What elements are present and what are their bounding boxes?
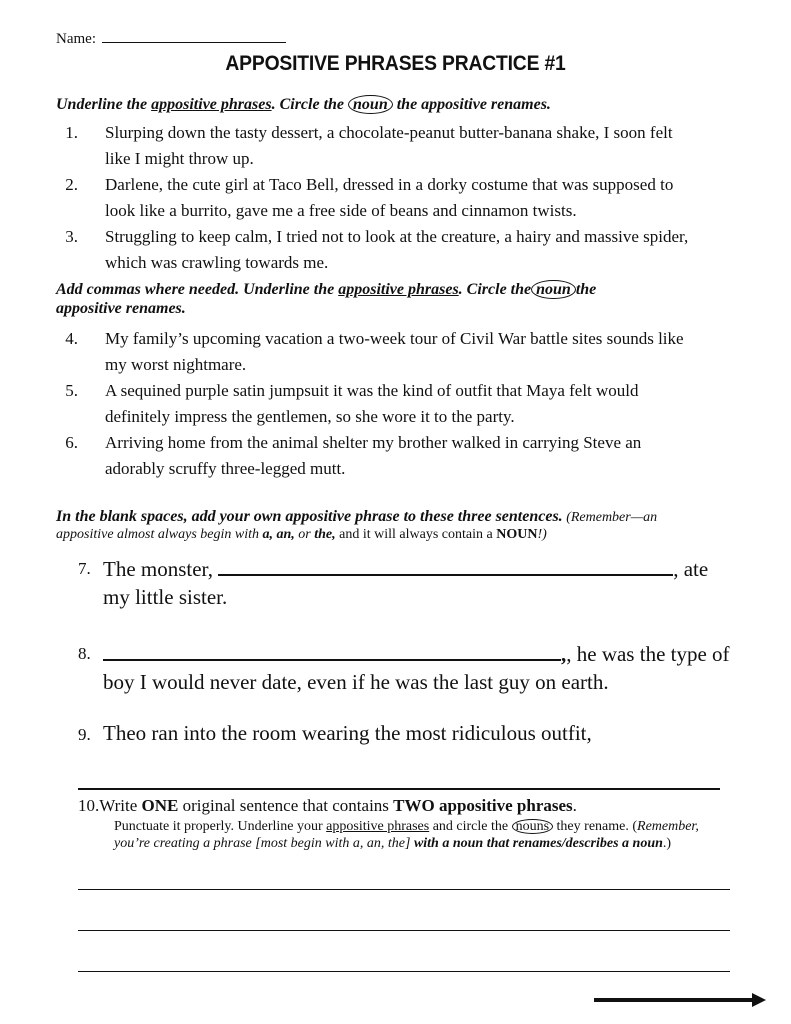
item-number: 7. xyxy=(78,559,91,578)
sub-text: they rename. ( xyxy=(553,819,638,834)
q10-text: ONE xyxy=(141,796,179,815)
instr-text: !) xyxy=(537,527,547,542)
sub-circled-noun: nouns xyxy=(512,819,553,834)
q10-text: original sentence that contains xyxy=(178,796,394,815)
next-page-arrow-icon xyxy=(594,990,768,1010)
item-4 xyxy=(58,326,758,378)
question-10 xyxy=(78,795,768,817)
q7-text: , ate xyxy=(673,557,709,581)
q7-line1 xyxy=(103,552,708,584)
q8-text: , he was the type of xyxy=(566,642,730,666)
instr-text: Add commas where needed. Underline the xyxy=(56,281,339,298)
section3-instructions xyxy=(56,508,756,543)
answer-line-3[interactable] xyxy=(78,971,730,972)
question-7 xyxy=(58,552,758,614)
sub-text: and circle the xyxy=(429,819,512,834)
item-3 xyxy=(58,224,758,276)
instr-underlined: appositive phrases xyxy=(338,281,459,298)
answer-line-1[interactable] xyxy=(78,889,730,890)
q8-line2: boy I would never date, even if he was the last guy on earth. xyxy=(103,670,609,694)
q8-line1: ,, he was the type of xyxy=(103,637,730,669)
q10-text: TWO appositive phrases xyxy=(393,796,573,815)
instr-text: NOUN xyxy=(496,527,538,542)
item-line: adorably scruffy three-legged mutt. xyxy=(105,459,346,478)
item-line: which was crawling towards me. xyxy=(105,253,329,272)
sub-text: with a noun that renames/describes a noun xyxy=(413,836,663,851)
item-number: 10. xyxy=(78,796,100,815)
instr-text: . Circle the xyxy=(271,96,349,113)
page-title: APPOSITIVE PHRASES PRACTICE #1 xyxy=(225,52,566,75)
instr-text: Underline the xyxy=(56,96,152,113)
instr-text: a, an, xyxy=(262,527,295,542)
item-6 xyxy=(58,430,758,482)
item-line: Struggling to keep calm, I tried not to look at the creature, a hairy and massive spider, xyxy=(105,227,689,246)
item-number: 9. xyxy=(78,725,91,744)
item-line: definitely impress the gentlemen, so she wore it to the party. xyxy=(105,407,515,426)
name-label: Name: xyxy=(56,31,96,47)
instr-circled-noun: noun xyxy=(348,95,393,114)
instr-text: . Circle the xyxy=(458,281,532,298)
sub-text: .) xyxy=(662,836,672,851)
instr-text: the appositive renames. xyxy=(392,96,551,113)
item-5 xyxy=(58,378,758,430)
instr-text: appositive renames. xyxy=(56,300,186,317)
q10-text: Write xyxy=(99,796,142,815)
q9-answer-blank[interactable] xyxy=(78,788,720,790)
sub-underlined: appositive phrases xyxy=(326,819,430,834)
item-number: 5. xyxy=(65,381,78,400)
question-8 xyxy=(58,637,758,699)
item-line: like I might throw up. xyxy=(105,149,254,168)
item-line: my worst nightmare. xyxy=(105,355,247,374)
item-line: My family’s upcoming vacation a two-week tour of Civil War battle sites sounds like xyxy=(105,329,684,348)
item-number: 3. xyxy=(65,227,78,246)
item-line: look like a burrito, gave me a free side of beans and cinnamon twists. xyxy=(105,201,577,220)
item-number: 2. xyxy=(65,175,78,194)
item-number: 8. xyxy=(78,644,91,663)
q8-answer-blank[interactable] xyxy=(103,637,561,661)
sub-text: you’re creating a phrase [most begin with a, an, the] xyxy=(114,836,414,851)
q7-text: The monster, xyxy=(103,557,219,581)
section1-instructions xyxy=(56,95,551,114)
section2-instructions xyxy=(56,280,746,318)
question-10-subinstructions xyxy=(114,818,754,852)
instr-text: and it will always contain a xyxy=(335,527,497,542)
instr-underlined: appositive phrases xyxy=(151,96,272,113)
item-2 xyxy=(58,172,758,224)
instr-text: or xyxy=(294,527,315,542)
sub-text: Remember, xyxy=(637,819,699,834)
item-line: Arriving home from the animal shelter my brother walked in carrying Steve an xyxy=(105,433,642,452)
sub-text: Punctuate it properly. Underline your xyxy=(114,819,327,834)
item-line: Slurping down the tasty dessert, a chocolate-peanut butter-banana shake, I soon felt xyxy=(105,123,673,142)
instr-text: appositive almost always begin with xyxy=(56,527,263,542)
name-blank[interactable] xyxy=(102,28,286,43)
instr-text: the, xyxy=(314,527,336,542)
item-number: 4. xyxy=(65,329,78,348)
question-9 xyxy=(58,718,758,750)
name-field xyxy=(56,28,286,48)
item-line: Darlene, the cute girl at Taco Bell, dressed in a dorky costume that was supposed to xyxy=(105,175,674,194)
instr-text: (Remember—an xyxy=(562,510,658,525)
item-line: A sequined purple satin jumpsuit it was the kind of outfit that Maya felt would xyxy=(105,381,639,400)
instr-text: the xyxy=(575,281,597,298)
item-1 xyxy=(58,120,758,172)
instr-circled-noun: noun xyxy=(531,280,576,299)
q7-line2: my little sister. xyxy=(103,585,228,609)
item-number: 1. xyxy=(65,123,78,142)
q7-answer-blank[interactable] xyxy=(218,552,673,576)
answer-line-2[interactable] xyxy=(78,930,730,931)
item-number: 6. xyxy=(65,433,78,452)
q9-text: Theo ran into the room wearing the most ridiculous outfit, xyxy=(103,721,592,745)
instr-text: In the blank spaces, add your own appositive phrase to these three sentences. xyxy=(56,508,563,525)
q10-text: . xyxy=(572,796,577,815)
